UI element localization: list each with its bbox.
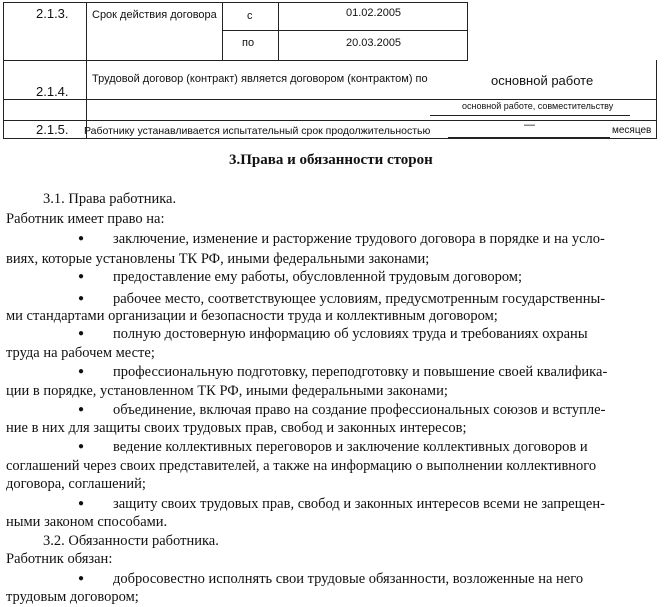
bullet-icon: ● <box>78 233 85 244</box>
item-line: рабочее место, соответствующее условиям, предусмотренным государственны- <box>113 291 606 307</box>
probation-unit: месяцев <box>612 125 652 136</box>
item-line: виях, которые установлены ТК РФ, иными федеральными законами; <box>6 251 430 267</box>
bullet-icon: ● <box>78 441 85 452</box>
row-214-number: 2.1.4. <box>36 84 69 99</box>
bullet-icon: ● <box>78 366 85 377</box>
section-title: 3.Права и обязанности сторон <box>229 152 433 168</box>
item-line: добросовестно исполнять свои трудовые обязанности, возложенные на него <box>113 571 584 587</box>
item-line: защиту своих трудовых прав, свобод и законных интересов всеми не запрещен- <box>113 496 605 512</box>
item-line: полную достоверную информацию об условиях труда и требованиях охраны <box>113 326 588 342</box>
item-line: объединение, включая право на создание профессиональных союзов и вступле- <box>113 402 606 418</box>
duties-heading: 3.2. Обязанности работника. <box>43 533 219 549</box>
contract-term-label: Срок действия договора <box>92 9 217 21</box>
contract-type-hint: основной работе, совместительству <box>462 101 614 111</box>
item-line: заключение, изменение и расторжение трудового договора в порядке и на усло- <box>113 231 605 247</box>
bullet-icon: ● <box>78 498 85 509</box>
item-line: ными законом способами. <box>6 514 168 530</box>
item-line: соглашений через своих представителей, а также на информацию о выполнении коллективного <box>6 458 597 474</box>
bullet-icon: ● <box>78 271 85 282</box>
item-line: договора, соглашений; <box>6 476 146 492</box>
probation-label: Работнику устанавливается испытательный срок продолжительностью <box>84 125 431 137</box>
rights-heading: 3.1. Права работника. <box>43 191 177 207</box>
duties-intro: Работник обязан: <box>6 551 113 567</box>
contract-type-label: Трудовой договор (контракт) является договором (контрактом) по <box>92 73 428 85</box>
item-line: предоставление ему работы, обусловленной трудовым договором; <box>113 269 523 285</box>
item-line: трудовым договором; <box>6 589 139 605</box>
bullet-icon: ● <box>78 293 85 304</box>
item-line: ми стандартами организации и безопасности труда и коллективным договором; <box>6 308 498 324</box>
from-label: с <box>247 10 253 22</box>
item-line: труда на рабочем месте; <box>6 345 155 361</box>
probation-value: — <box>524 119 535 131</box>
end-date: 20.03.2005 <box>346 37 402 49</box>
rights-intro: Работник имеет право на: <box>6 211 165 227</box>
item-line: профессиональную подготовку, переподготовку и повышение своей квалифика- <box>113 364 608 380</box>
item-line: ведение коллективных переговоров и заключение коллективных договоров и <box>113 439 588 455</box>
bullet-icon: ● <box>78 573 85 584</box>
contract-type-value: основной работе <box>491 73 594 88</box>
row-213-number: 2.1.3. <box>36 6 69 21</box>
item-line: ции в порядке, установленном ТК РФ, иными федеральными законами; <box>6 383 448 399</box>
to-label: по <box>242 37 255 49</box>
row-215-number: 2.1.5. <box>36 122 69 137</box>
item-line: ние в них для защиты своих трудовых прав, свобод и законных интересов; <box>6 420 467 436</box>
start-date: 01.02.2005 <box>346 7 402 19</box>
bullet-icon: ● <box>78 328 85 339</box>
bullet-icon: ● <box>78 404 85 415</box>
